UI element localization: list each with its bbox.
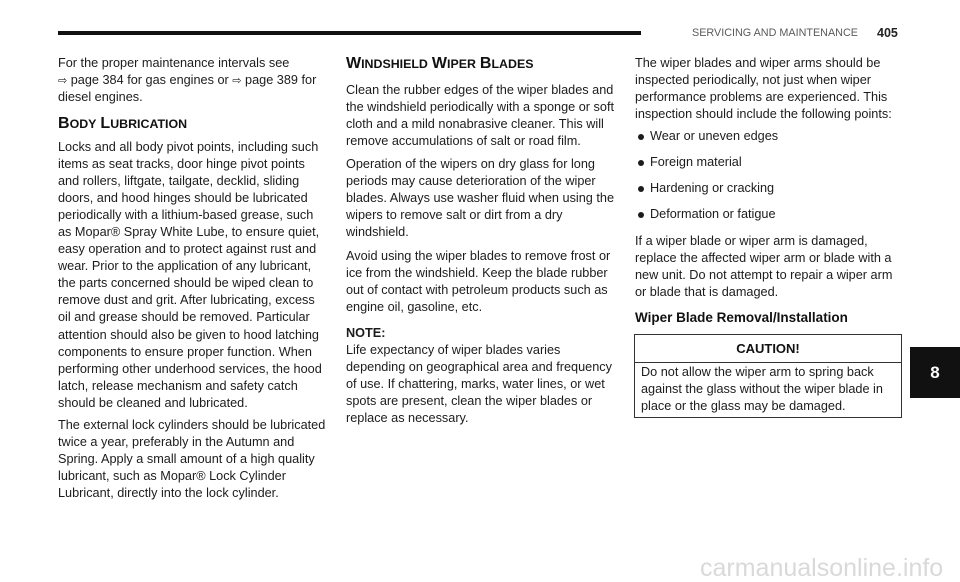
- paragraph: [635, 55, 907, 123]
- text-line: of use. If chattering, marks, water lines, or wet: [346, 376, 605, 391]
- text-line: the parts concerned should be wiped clean to: [58, 276, 314, 291]
- text-line: Do not allow the wiper arm to spring back: [641, 364, 874, 379]
- heading-word: BODY: [58, 115, 97, 132]
- text-line: wipers to remove salt or dirt from a dry: [346, 207, 563, 222]
- paragraph: [58, 417, 330, 502]
- section-title: SERVICING AND MAINTENANCE: [692, 27, 858, 39]
- heading-word: LUBRICATION: [100, 115, 188, 132]
- bullet-dot-icon: [638, 186, 644, 192]
- text-line: Life expectancy of wiper blades varies: [346, 342, 561, 357]
- note: [346, 325, 618, 428]
- text-line: windshield.: [346, 224, 409, 239]
- text-line: items as seat tracks, door hinge pivot points: [58, 156, 305, 171]
- heading-wiper-blade-removal-installation: Wiper Blade Removal/Installation: [635, 310, 848, 325]
- text-line: For the proper maintenance intervals see: [58, 55, 290, 70]
- page-reference-link-diesel[interactable]: page 389: [245, 72, 298, 87]
- text-line: engine oil, gasoline, etc.: [346, 299, 483, 314]
- text-line: wear. Prior to the application of any lubricant,: [58, 259, 312, 274]
- text-line: ice from the windshield. Keep the blade rubber: [346, 265, 608, 280]
- text-line: and rollers, liftgate, tailgate, decklid, sliding: [58, 173, 300, 188]
- text-line: periodically with a lithium-based grease, such: [58, 207, 314, 222]
- text-line: Locks and all body pivot points, including such: [58, 139, 319, 154]
- heading-word: BLADES: [479, 55, 534, 72]
- paragraph: [346, 82, 618, 150]
- text-line: or blade that is damaged.: [635, 284, 779, 299]
- text-line: The wiper blades and wiper arms should be: [635, 55, 881, 70]
- heading-body-lubrication: [58, 114, 191, 134]
- text-line: should be cleaned and lubricated.: [58, 395, 248, 410]
- text-line: The external lock cylinders should be lubricated: [58, 417, 326, 432]
- caution-text: [641, 364, 883, 415]
- text-line: place or the glass may be damaged.: [641, 398, 846, 413]
- caution-box: [634, 334, 902, 418]
- list-item: [635, 206, 776, 223]
- maintenance-intervals-text: [58, 55, 330, 106]
- text-line: attention should also be given to hood latching: [58, 327, 319, 342]
- text-line: spots are present, clean the wiper blades or: [346, 393, 593, 408]
- text-line: lubricant, such as Mopar® Lock Cylinder: [58, 468, 286, 483]
- heading-windshield-wiper-blades: [346, 54, 537, 74]
- arrow-right-icon: ⇨: [58, 73, 68, 87]
- list-item-text: Wear or uneven edges: [650, 129, 779, 144]
- note-label: NOTE:: [346, 325, 386, 340]
- paragraph: [346, 248, 618, 316]
- bullet-dot-icon: [638, 134, 644, 140]
- text-line: performance problems are experienced. This: [635, 89, 888, 104]
- bullet-dot-icon: [638, 160, 644, 166]
- header-rule: [58, 31, 641, 35]
- text-line: replace as necessary.: [346, 410, 469, 425]
- list-item: [635, 154, 742, 171]
- arrow-right-icon: ⇨: [232, 73, 242, 87]
- caution-title: CAUTION!: [736, 341, 800, 356]
- watermark: carmanualsonline.info: [700, 554, 944, 582]
- text-line: replace the affected wiper arm or blade with a: [635, 250, 892, 265]
- heading-word: WIPER: [431, 55, 476, 72]
- text-line: diesel engines.: [58, 89, 143, 104]
- paragraph: [346, 156, 618, 241]
- paragraph: [58, 139, 330, 413]
- text-line: as Mopar® Spray White Lube, to ensure quiet,: [58, 224, 320, 239]
- list-item-text: Foreign material: [650, 155, 742, 170]
- text-line: Avoid using the wiper blades to remove frost or: [346, 248, 611, 263]
- text-line: the windshield periodically with a sponge or soft: [346, 99, 614, 114]
- text-line: performing other underhood services, the hood: [58, 361, 322, 376]
- text-line: [58, 72, 330, 89]
- text-line: If a wiper blade or wiper arm is damaged,: [635, 233, 868, 248]
- text-line: inspected periodically, not just when wiper: [635, 72, 872, 87]
- text-line: depending on geographical area and frequency: [346, 359, 612, 374]
- paragraph: [635, 233, 907, 301]
- text-line: Spring. Apply a small amount of a high quality: [58, 451, 315, 466]
- heading-word: WINDSHIELD: [346, 55, 428, 72]
- page-reference-link-gas[interactable]: page 384: [70, 72, 124, 87]
- text-line: twice a year, preferably in the Autumn and: [58, 434, 295, 449]
- text-line: oil and grease should be removed. Particular: [58, 310, 310, 325]
- list-item-text: Deformation or fatigue: [650, 207, 776, 222]
- section-tab: 8: [910, 347, 960, 398]
- text-line: periods may cause deterioration of the wiper: [346, 173, 596, 188]
- bullet-dot-icon: [638, 212, 644, 218]
- text-fragment: for gas engines or: [127, 72, 229, 87]
- text-line: Lubricant, directly into the lock cylinder.: [58, 485, 279, 500]
- text-line: doors, and hood hinges should be lubricated: [58, 190, 308, 205]
- text-line: cloth and a mild nonabrasive cleaner. This will: [346, 116, 604, 131]
- list-item: [635, 180, 774, 197]
- text-fragment: for: [301, 72, 317, 87]
- text-line: Clean the rubber edges of the wiper blades and: [346, 82, 614, 97]
- list-item: [635, 128, 778, 145]
- text-line: new unit. Do not attempt to repair a wiper arm: [635, 267, 893, 282]
- text-line: inspection should include the following points:: [635, 106, 892, 121]
- text-line: remove accumulations of salt or road film.: [346, 133, 581, 148]
- text-line: easy operation and to protect against rust and: [58, 242, 317, 257]
- text-line: out of contact with petroleum products such as: [346, 282, 608, 297]
- text-line: remove dust and grit. After lubricating, excess: [58, 293, 315, 308]
- list-item-text: Hardening or cracking: [650, 181, 775, 196]
- text-line: blades. Always use washer fluid when using the: [346, 190, 615, 205]
- text-line: Operation of the wipers on dry glass for long: [346, 156, 595, 171]
- text-line: against the glass without the wiper blade in: [641, 381, 883, 396]
- page-number: 405: [877, 26, 898, 40]
- text-line: components to ensure proper function. When: [58, 344, 312, 359]
- text-line: latch, release mechanism and safety catch: [58, 378, 298, 393]
